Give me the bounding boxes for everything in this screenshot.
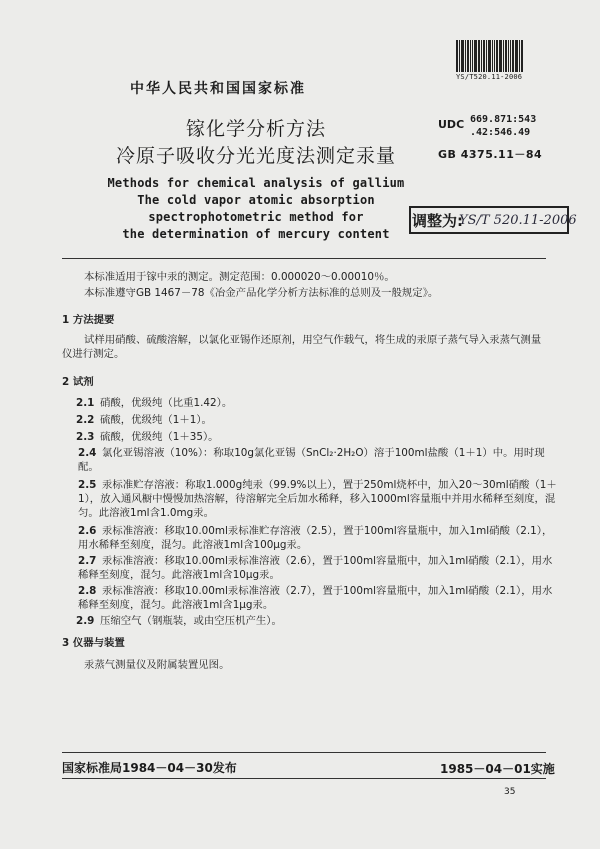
country-standard-heading: 中华人民共和国国家标准 bbox=[130, 81, 306, 97]
reagent-item bbox=[62, 584, 562, 612]
adjustment-handwritten-number: YS/T 520.11-2006 bbox=[459, 213, 577, 228]
reagent-text: 硫酸，优级纯（1＋1）。 bbox=[100, 414, 212, 426]
reagent-number: 2.7 bbox=[78, 555, 97, 567]
title-cn-line1: 镓化学分析方法 bbox=[185, 118, 326, 140]
reagent-number: 2.8 bbox=[78, 585, 97, 597]
reagent-number: 2.2 bbox=[76, 414, 95, 426]
intro-paragraph: 本标准适用于镓中汞的测定。测定范围：0.000020～0.00010％。 bbox=[84, 271, 395, 283]
footer-divider bbox=[62, 752, 546, 753]
title-en-line: The cold vapor atomic absorption bbox=[137, 193, 375, 207]
reagent-number: 2.1 bbox=[76, 397, 95, 409]
udc-code-line1: 669.871:543 bbox=[470, 114, 537, 125]
gb-standard-number: GB 4375.11－84 bbox=[438, 148, 543, 161]
section-heading: 3 仪器与装置 bbox=[62, 637, 125, 649]
header-divider bbox=[62, 258, 546, 259]
reagent-text: 氯化亚锡溶液（10%）：称取10g氯化亚锡（SnCl₂·2H₂O）溶于100ml盐酸（1＋1）中。用时现配。 bbox=[78, 447, 545, 473]
reagent-text: 汞标准溶液：移取10.00ml汞标准溶液（2.7），置于100ml容量瓶中，加入1ml硝酸（2.1），用水稀释至刻度，混匀。此溶液1ml含1μg汞。 bbox=[78, 585, 553, 611]
reagent-item bbox=[62, 396, 546, 410]
reagent-number: 2.3 bbox=[76, 431, 95, 443]
reagent-item bbox=[62, 554, 562, 582]
title-en-line: spectrophotometric method for bbox=[148, 210, 364, 224]
reagent-item bbox=[62, 430, 546, 444]
reagent-number: 2.4 bbox=[78, 447, 97, 459]
reagent-item bbox=[62, 446, 562, 474]
reagent-text: 硝酸，优级纯（比重1.42）。 bbox=[100, 397, 233, 409]
section-heading: 2 试剂 bbox=[62, 376, 94, 388]
reagent-item bbox=[62, 524, 562, 552]
reagent-text: 汞标准贮存溶液：称取1.000g纯汞（99.9%以上），置于250ml烧杯中，加入20～30ml硝酸（1＋1），放入通风橱中慢慢加热溶解，待溶解完全后加水稀释，移入1000ml容量瓶中并用水稀释至刻度，混匀。此溶液1ml含1.0mg汞。 bbox=[78, 479, 557, 519]
title-cn-line2: 冷原子吸收分光光度法测定汞量 bbox=[115, 145, 396, 167]
reagent-item bbox=[62, 614, 546, 628]
reagent-text: 汞标准溶液：移取10.00ml汞标准贮存溶液（2.5），置于100ml容量瓶中，加入1ml硝酸（2.1），用水稀释至刻度，混匀。此溶液1ml含100μg汞。 bbox=[78, 525, 553, 551]
page-number: 35 bbox=[504, 787, 516, 797]
effective-date: 1985－04－01实施 bbox=[440, 762, 555, 776]
udc-code-line2: .42:546.49 bbox=[470, 127, 531, 138]
reagent-number: 2.9 bbox=[76, 615, 95, 627]
reagent-number: 2.6 bbox=[78, 525, 97, 537]
section-paragraph: 汞蒸气测量仪及附属装置见图。 bbox=[84, 659, 230, 671]
reagent-text: 硫酸，优级纯（1＋35）。 bbox=[100, 431, 219, 443]
section-heading: 1 方法提要 bbox=[62, 314, 115, 326]
footer-bottom-rule bbox=[62, 778, 546, 779]
section-paragraph: 试样用硝酸、硫酸溶解，以氯化亚锡作还原剂，用空气作载气，将生成的汞原子蒸气导入汞蒸气测量仪进行测定。 bbox=[62, 334, 542, 360]
issue-date: 国家标准局1984－04－30发布 bbox=[62, 761, 237, 775]
title-en-line: Methods for chemical analysis of gallium bbox=[107, 176, 405, 190]
reagent-text: 汞标准溶液：移取10.00ml汞标准溶液（2.6），置于100ml容量瓶中，加入1ml硝酸（2.1），用水稀释至刻度，混匀。此溶液1ml含10μg汞。 bbox=[78, 555, 553, 581]
title-en-line: the determination of mercury content bbox=[122, 227, 390, 241]
intro-paragraph: 本标准遵守GB 1467－78《冶金产品化学分析方法标准的总则及一般规定》。 bbox=[84, 287, 439, 299]
reagent-text: 压缩空气（钢瓶装，或由空压机产生）。 bbox=[100, 615, 282, 627]
barcode-number: YS/T520.11-2006 bbox=[456, 73, 523, 81]
reagent-item bbox=[62, 413, 546, 427]
barcode-image bbox=[456, 40, 540, 72]
adjustment-label: 调整为: bbox=[412, 212, 463, 230]
udc-label: UDC bbox=[438, 118, 465, 131]
reagent-number: 2.5 bbox=[78, 479, 97, 491]
reagent-item bbox=[62, 478, 562, 520]
